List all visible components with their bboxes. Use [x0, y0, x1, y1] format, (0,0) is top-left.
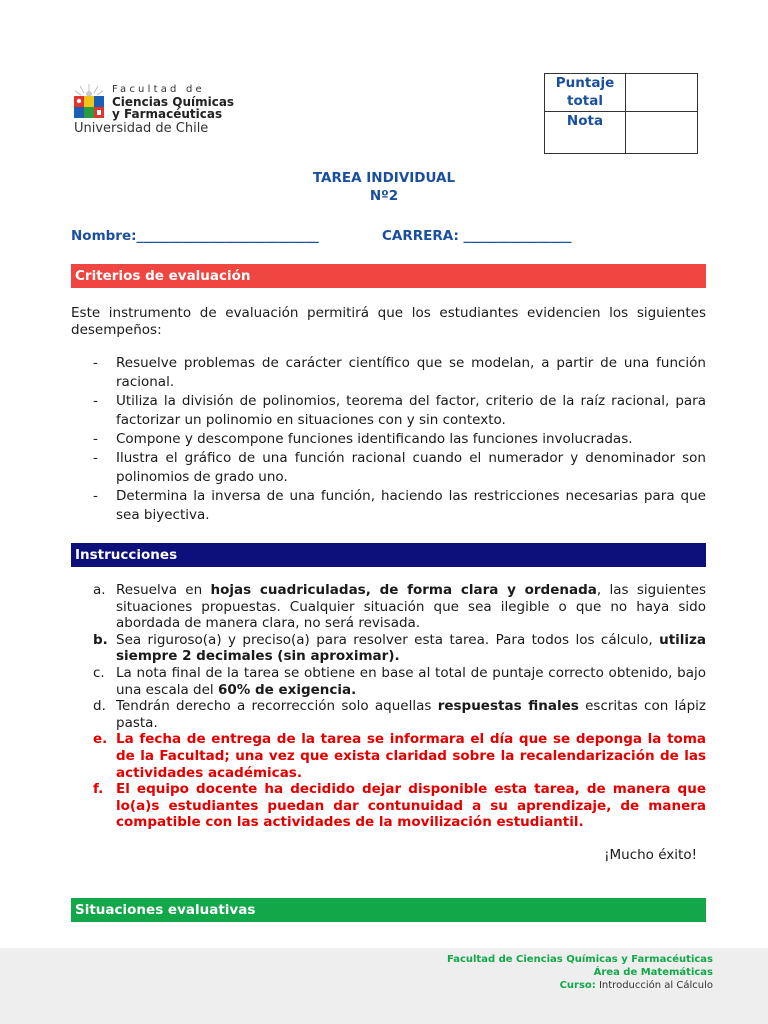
footer-course-value: Introducción al Cálculo — [595, 980, 713, 991]
university-crest-icon — [72, 84, 106, 118]
logo-name-line-1: Ciencias Químicas — [112, 95, 235, 109]
footer-area: Área de Matemáticas — [593, 967, 713, 978]
score-box — [544, 73, 698, 154]
document-title: TAREA INDIVIDUAL — [312, 170, 456, 186]
list-item: - Utiliza la división de polinomios, teorema del factor, criterio de la raíz racional, para factorizar un polinomio en situaciones con y sin contexto. — [93, 393, 706, 428]
footer-faculty: Facultad de Ciencias Químicas y Farmacéuticas — [446, 954, 713, 965]
faculty-logo — [72, 66, 235, 138]
list-item: - Compone y descompone funciones identificando las funciones involucradas. — [93, 431, 633, 447]
criteria-list — [71, 354, 706, 525]
grade-cell — [626, 112, 698, 154]
list-item: - Determina la inversa de una función, haciendo las restricciones necesarias para que sea biyectiva. — [93, 488, 706, 523]
footer-course — [560, 980, 713, 991]
instruction-a: a. Resuelva en hojas cuadriculadas, de forma clara y ordenada, las siguientes situaciones propuestas. Cualquier situación que sea ilegible o que no haya sido abordada de manera clara, no será revisada. — [93, 582, 706, 632]
closing-message: ¡Mucho éxito! — [604, 847, 697, 863]
instruction-d: d. Tendrán derecho a recorrección solo aquellas respuestas finales escritas con lápiz pasta. — [93, 698, 706, 731]
instruction-c: c. La nota final de la tarea se obtiene en base al total de puntaje correcto obtenido, bajo una escala del 60% de exigencia. — [93, 664, 706, 698]
logo-university: Universidad de Chile — [74, 121, 209, 136]
logo-name-line-2: y Farmacéuticas — [112, 107, 223, 121]
instructions-list — [71, 582, 706, 831]
criteria-intro: Este instrumento de evaluación permitirá que los estudiantes evidencien los siguientes desempeños: — [71, 305, 706, 338]
instructions-heading: Instrucciones — [71, 543, 706, 567]
career-field: CARRERA: ________________ — [382, 228, 572, 244]
name-field: Nombre:___________________________ — [71, 228, 319, 244]
situations-heading: Situaciones evaluativas — [71, 898, 706, 922]
total-score-label: Puntaje total — [545, 74, 626, 112]
instruction-e: e. La fecha de entrega de la tarea se informara el día que se deponga la toma de la Facultad; una vez que exista claridad sobre la recalendarización de las actividades académicas. — [93, 731, 706, 781]
instruction-b: b. Sea riguroso(a) y preciso(a) para resolver esta tarea. Para todos los cálculo, utiliza siempre 2 decimales (sin aproximar). — [93, 631, 706, 665]
footer-course-label: Curso: — [559, 980, 596, 991]
logo-faculty-text: Facultad de — [112, 84, 205, 95]
list-item: - Ilustra el gráfico de una función racional cuando el numerador y denominador son polinomios de grado uno. — [93, 450, 706, 485]
list-item: - Resuelve problemas de carácter científico que se modelan, a partir de una función racional. — [93, 355, 706, 390]
total-score-cell — [626, 74, 698, 112]
grade-label: Nota — [545, 112, 626, 154]
document-number: Nº2 — [369, 188, 399, 204]
instruction-f: f. El equipo docente ha decidido dejar disponible esta tarea, de manera que lo(a)s estudiantes puedan dar contunuidad a su aprendizaje, de manera compatible con las actividades de la movilización estudiantil. — [93, 781, 706, 831]
criteria-heading: Criterios de evaluación — [71, 264, 706, 288]
